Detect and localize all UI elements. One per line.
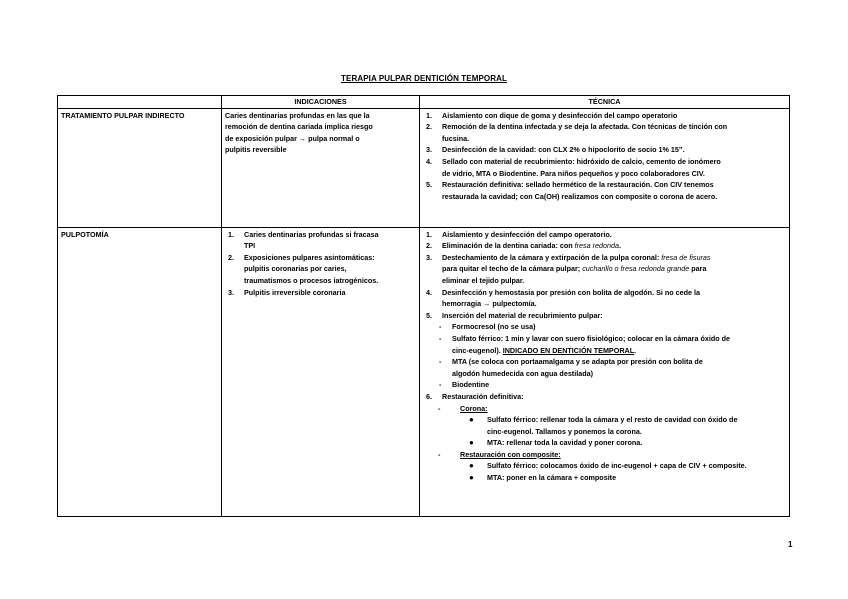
page-title: TERAPIA PULPAR DENTICIÓN TEMPORAL — [341, 74, 507, 83]
list-item: 3. Desinfección de la cavidad: con CLX 2% o hipoclorito de socio 1% 15’’. — [426, 145, 685, 155]
list-item: 2. Exposiciones pulpares asintomáticas: pulpitis coronarias por caries, traumatismos o procesos iatrogénicos. — [228, 252, 379, 285]
list-item: 1. Aislamiento con dique de goma y desinfección del campo operatorio — [426, 110, 678, 120]
therapy-table — [57, 95, 790, 517]
restoration-option: - Restauración con composite: — [438, 449, 561, 459]
list-item: 6. Restauración definitiva: — [426, 391, 524, 401]
indication-line: remoción de dentina cariada implica riesgo — [225, 122, 373, 132]
table-row — [58, 227, 790, 516]
material-item: - Biodentine — [439, 380, 490, 390]
technique-cell — [420, 108, 790, 227]
list-item: 3. Destechamiento de la cámara y extirpación de la pulpa coronal: fresa de fisuras para quitar el techo de la cámara pulpar; cucharillo o fresa redonda grande para eliminar el tejido pulpar. — [426, 252, 711, 285]
header-indicaciones: INDICACIONES — [222, 96, 420, 109]
bullet-item: ● Sulfato férrico: rellenar toda la cámara y el resto de cavidad con óxido de cinc-eugenol. Tallamos y ponemos la corona. — [469, 415, 738, 436]
bullet-item: ● Sulfato férrico: colocamos óxido de inc-eugenol + capa de CIV + composite. — [469, 461, 747, 471]
table-header-row — [58, 96, 790, 109]
table-row — [58, 108, 790, 227]
material-item: - Sulfato férrico: 1 min y lavar con suero fisiológico; colocar en la cámara óxido de cinc-eugenol). INDICADO EN DENTICIÓN TEMPORAL. — [439, 333, 730, 355]
list-item: 5. Restauración definitiva: sellado hermético de la restauración. Con CIV tenemos restaurada la cavidad; con Ca(OH) realizamos con composite o corona de acero. — [426, 180, 718, 201]
list-item: 2. Eliminación de la dentina cariada: con fresa redonda. — [426, 241, 621, 251]
treatment-name: TRATAMIENTO PULPAR INDIRECTO — [58, 108, 222, 227]
bullet-item: ● MTA: poner en la cámara + composite — [469, 473, 617, 483]
indications-cell — [222, 227, 420, 516]
material-item: - MTA (se coloca con portaamalgama y se adapta por presión con bolita de algodón humedecida con agua destilada) — [439, 357, 703, 378]
list-item: 3. Pulpitis irreversible coronaria — [228, 287, 346, 297]
header-tecnica: TÉCNICA — [420, 96, 790, 109]
list-item: 4. Desinfección y hemostasia por presión con bolita de algodón. Si no cede la hemorragia → pulpectomía. — [426, 287, 701, 309]
restoration-option: - Corona: — [438, 403, 488, 413]
indication-line: pulpitis reversible — [225, 145, 287, 155]
list-item: 5. Inserción del material de recubrimiento pulpar: — [426, 310, 603, 320]
material-item: - Formocresol (no se usa) — [439, 322, 536, 332]
list-item: 1. Aislamiento y desinfección del campo operatorio. — [426, 229, 612, 239]
header-treatment — [58, 96, 222, 109]
list-item: 1. Caries dentinarias profundas si fracasa TPI — [228, 229, 379, 251]
technique-cell — [420, 227, 790, 516]
indication-line: Caries dentinarias profundas en las que la — [225, 110, 370, 120]
list-item: 4. Sellado con material de recubrimiento: hidróxido de calcio, cemento de ionómero de vidrio, MTA o Biodentine. Para niños pequeños y poco colaboradores CIV. — [426, 156, 721, 178]
list-item: 2. Remoción de la dentina infectada y se deja la afectada. Con técnicas de tinción con fucsina. — [426, 122, 728, 143]
page-number: 1 — [788, 540, 793, 549]
indication-line: de exposición pulpar → pulpa normal o — [225, 133, 360, 143]
treatment-name: PULPOTOMÍA — [58, 227, 222, 516]
bullet-item: ● MTA: rellenar toda la cavidad y poner corona. — [469, 438, 643, 448]
indications-cell — [222, 108, 420, 227]
